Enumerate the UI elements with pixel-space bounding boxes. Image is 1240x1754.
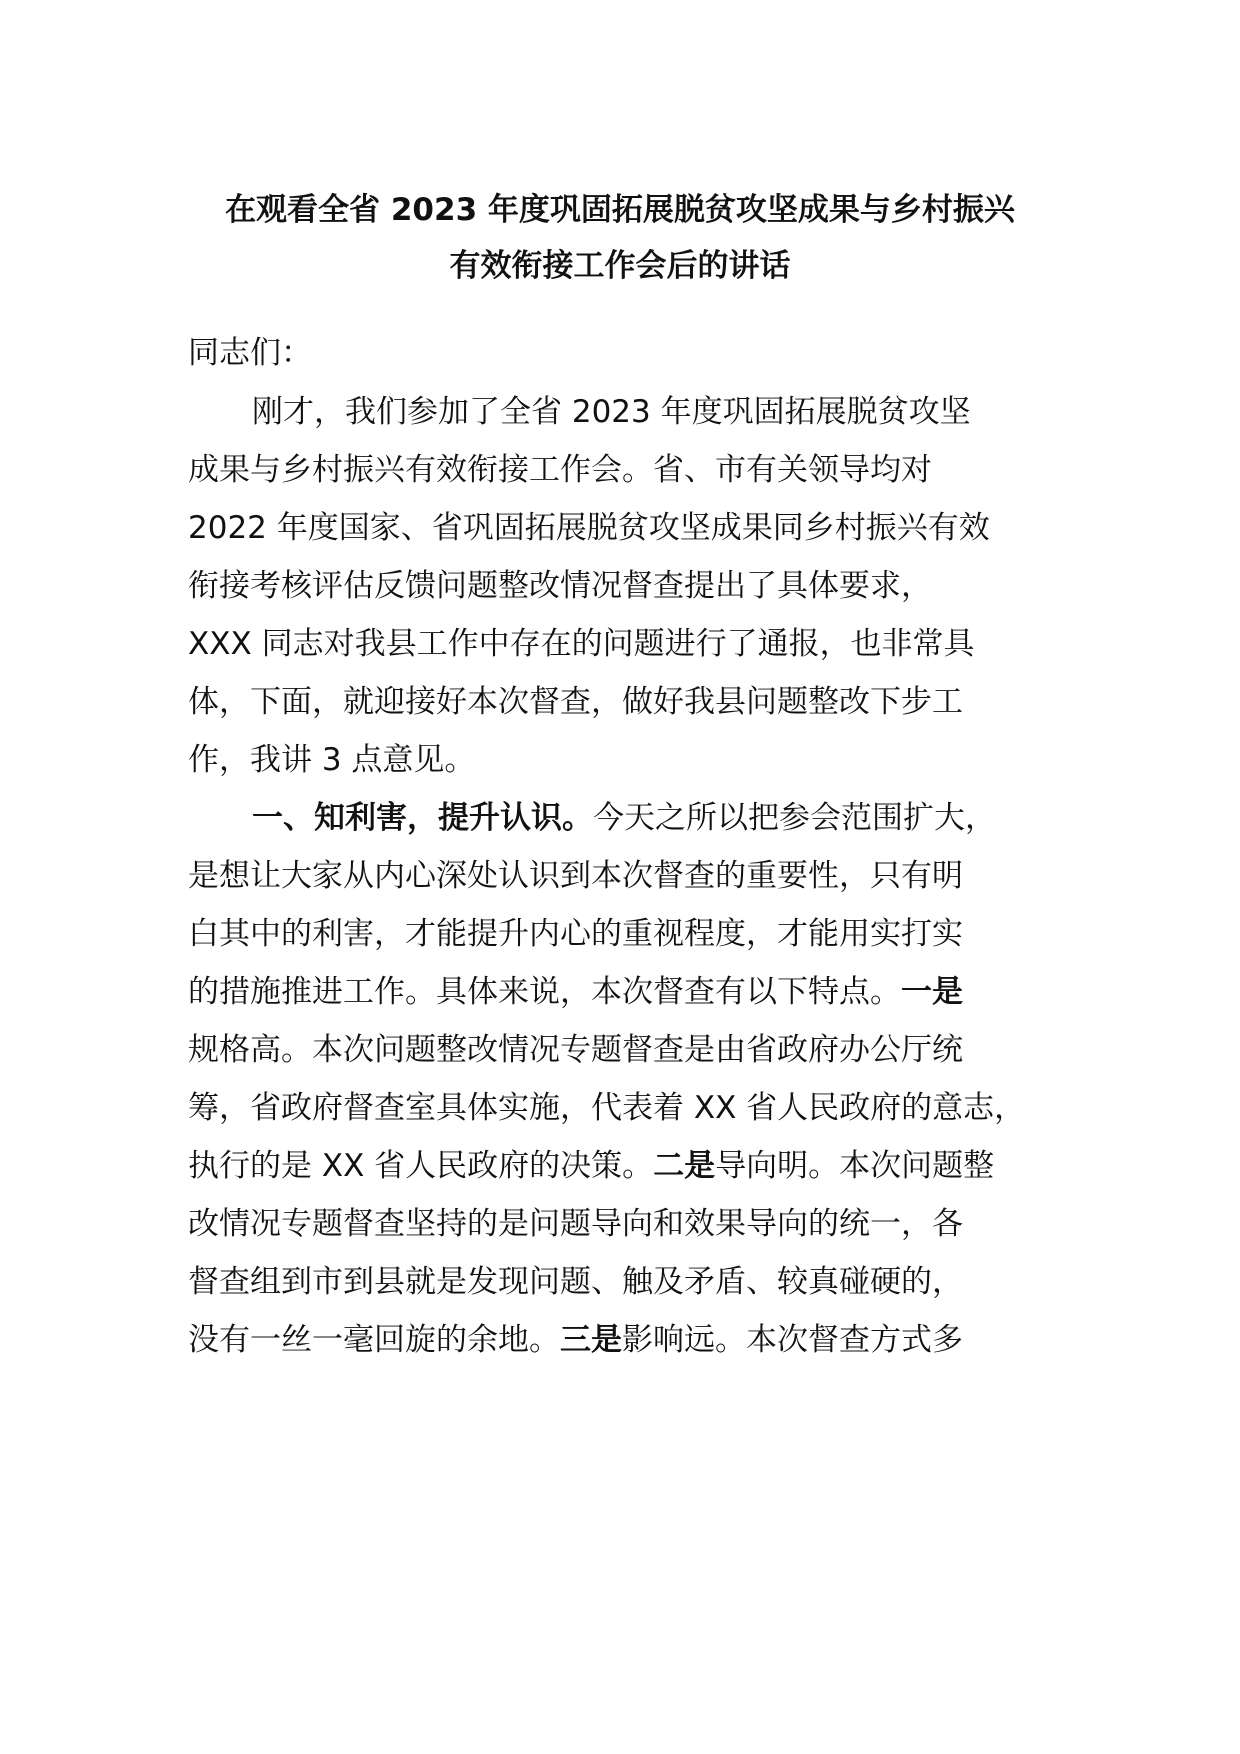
paragraph1-line: XXX 同志对我县工作中存在的问题进行了通报，也非常具 (188, 626, 975, 662)
document-title-line-2: 有效衔接工作会后的讲话 (449, 248, 791, 284)
section1-text: 影响远。本次督查方式多 (622, 1322, 963, 1358)
section1-heading: 一、知利害，提升认识。 (252, 800, 593, 836)
section1-line (252, 798, 996, 838)
section1-line: 规格高。本次问题整改情况专题督查是由省政府办公厅统 (188, 1032, 963, 1068)
section1-text: 没有一丝一毫回旋的余地。 (188, 1322, 560, 1358)
section1-text: 导向明。本次问题整 (715, 1148, 995, 1184)
section1-line: 白其中的利害，才能提升内心的重视程度，才能用实打实 (188, 916, 963, 952)
document-title-line-1: 在观看全省 2023 年度巩固拓展脱贫攻坚成果与乡村振兴 (225, 192, 1015, 228)
salutation: 同志们： (188, 335, 312, 371)
paragraph1-line: 2022 年度国家、省巩固拓展脱贫攻坚成果同乡村振兴有效 (188, 510, 990, 546)
paragraph1-line: 作，我讲 3 点意见。 (188, 742, 476, 778)
section1-line: 是想让大家从内心深处认识到本次督查的重要性，只有明 (188, 858, 963, 894)
section1-line: 督查组到市到县就是发现问题、触及矛盾、较真碰硬的， (188, 1264, 963, 1300)
section1-line (188, 972, 963, 1012)
section1-line (188, 1146, 994, 1186)
point-marker-2: 二是 (653, 1148, 716, 1184)
section1-line: 改情况专题督查坚持的是问题导向和效果导向的统一，各 (188, 1206, 963, 1242)
point-marker-1: 一是 (901, 974, 963, 1010)
section1-line: 筹，省政府督查室具体实施，代表着 XX 省人民政府的意志， (188, 1090, 1026, 1126)
paragraph1-line: 体，下面，就迎接好本次督查，做好我县问题整改下步工 (188, 684, 963, 720)
section1-text: 的措施推进工作。具体来说，本次督查有以下特点。 (188, 974, 901, 1010)
section1-line (188, 1320, 963, 1360)
paragraph1-line: 衔接考核评估反馈问题整改情况督查提出了具体要求， (188, 568, 932, 604)
section1-text: 执行的是 XX 省人民政府的决策。 (188, 1148, 654, 1184)
section1-text: 今天之所以把参会范围扩大， (593, 800, 996, 836)
point-marker-3: 三是 (560, 1322, 622, 1358)
paragraph1-line: 刚才，我们参加了全省 2023 年度巩固拓展脱贫攻坚 (252, 394, 971, 430)
paragraph1-line: 成果与乡村振兴有效衔接工作会。省、市有关领导均对 (188, 452, 932, 488)
